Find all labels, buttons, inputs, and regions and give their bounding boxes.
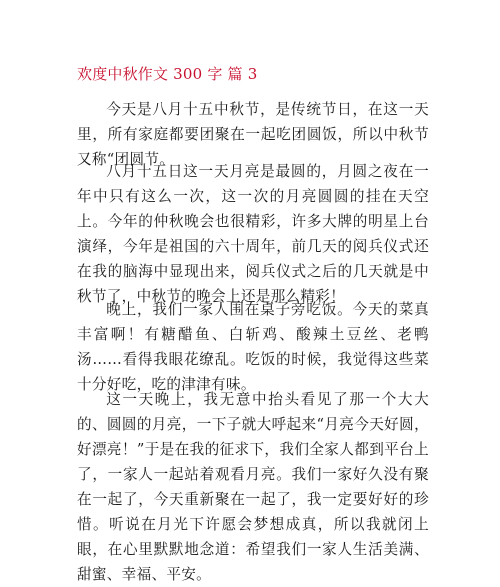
paragraph-3: 晚上，我们一家人围在桌子旁吃饭。今天的菜真丰富啊！有糖醋鱼、白斩鸡、酸辣土豆丝、老鸭汤……看得我眼花缭乱。吃饭的时候，我觉得这些菜十分好吃，吃的津津有味。: [77, 301, 429, 393]
paragraph-4: 这一天晚上，我无意中抬头看见了那一个大大的、圆圆的月亮，一下子就大呼起来“月亮今天好圆，好漂亮！”于是在我的征求下，我们全家人都到平台上了，一家人一起站着观看月亮。我们一家好久没有聚在一起了，今天重新聚在一起了，我一定要好好的珍惜。听说在月光下许愿会梦想成真，所以我就闭上眼，在心里默默地念道：希望我们一家人生活美满、甜蜜、幸福、平安。: [77, 391, 429, 583]
paragraph-1: 今天是八月十五中秋节，是传统节日，在这一天里，所有家庭都要团聚在一起吃团圆饭，所以中秋节又称“团圆节。: [77, 101, 429, 168]
paragraph-2: 八月十五日这一天月亮是最圆的，月圆之夜在一年中只有这么一次，这一次的月亮圆圆的挂在天空上。今年的仲秋晚会也很精彩，许多大牌的明星上台演绎，今年是祖国的六十周年，前几天的阅兵仪式还在我的脑海中显现出来，阅兵仪式之后的几天就是中秋节了，中秋节的晚会上还是那么精彩！: [77, 163, 429, 305]
article-title: 欢度中秋作文 300 字 篇 3: [77, 65, 258, 83]
